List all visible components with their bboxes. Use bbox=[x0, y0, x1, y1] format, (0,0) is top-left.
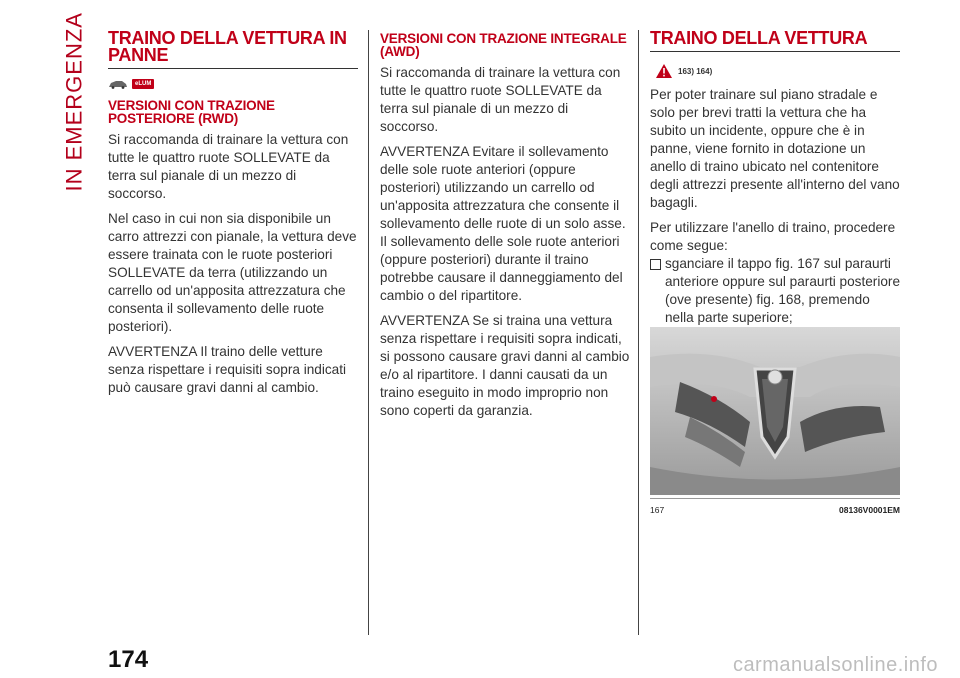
paragraph: AVVERTENZA Se si traina una vettura senza rispettare i requisiti sopra indicati, si possono causare gravi danni al cambio e/o al ripartitore. I danni causati da un traino eseguito in modo improprio non sono coperti da garanzia. bbox=[380, 313, 630, 418]
figure-caption bbox=[650, 498, 900, 515]
badge-row bbox=[108, 79, 358, 89]
paragraph: AVVERTENZA Evitare il sollevamento delle sole ruote anteriori (oppure posteriori) utilizzando un carrello od un'apposita attrezzatura che consente il sollevamento delle ruote di un solo asse. Il sollevamento delle sole ruote anteriori (oppure posteriori) durante il traino potrebbe causare il danneggiamento del cambio o del ripartitore. bbox=[380, 144, 626, 303]
car-icon bbox=[108, 80, 128, 89]
elum-badge: eLUM bbox=[132, 79, 154, 89]
column-3 bbox=[650, 30, 900, 327]
section-title-rwd: TRAINO DELLA VETTURA IN PANNE bbox=[108, 30, 358, 69]
section-side-title: IN EMERGENZA bbox=[61, 12, 87, 192]
column-divider bbox=[638, 30, 639, 635]
column-2 bbox=[380, 30, 630, 427]
car-front-illustration bbox=[650, 327, 900, 495]
column-1 bbox=[108, 30, 358, 404]
list-item bbox=[650, 255, 900, 327]
checkbox-bullet-icon bbox=[650, 259, 661, 270]
figure-code: 08136V0001EM bbox=[839, 505, 900, 515]
figure-front-bumper bbox=[650, 327, 900, 495]
paragraph: Si raccomanda di trainare la vettura con tutte le quattro ruote SOLLEVATE da terra sul pianale di un mezzo di soccorso. bbox=[380, 65, 621, 134]
paragraph: AVVERTENZA Il traino delle vetture senza rispettare i requisiti sopra indicati può causare gravi danni al cambio. bbox=[108, 344, 347, 395]
watermark: carmanualsonline.info bbox=[732, 654, 938, 676]
paragraph: Si raccomanda di trainare la vettura con tutte le quattro ruote SOLLEVATE da terra sul pianale di un mezzo di soccorso. bbox=[108, 132, 349, 201]
subtitle-rwd: VERSIONI CON TRAZIONE POSTERIORE (RWD) bbox=[108, 98, 275, 126]
paragraph: Per utilizzare l'anello di traino, procedere come segue: bbox=[650, 220, 896, 253]
paragraph: Nel caso in cui non sia disponibile un carro attrezzi con pianale, la vettura deve essere trainata con le ruote posteriori SOLLEVATE da terra (utilizzando un carrello od un'apposita attrezzatura che consenta il sollevamento delle ruote posteriori). bbox=[108, 211, 357, 334]
paragraph: Per poter trainare sul piano stradale e solo per brevi tratti la vettura che ha subito un incidente, oppure che è in panne, viene fornito in dotazione un anello di traino ubicato nel contenitore degli attrezzi presente all'interno del vano bagagli. bbox=[650, 87, 900, 210]
subtitle-awd: VERSIONI CON TRAZIONE INTEGRALE (AWD) bbox=[380, 31, 627, 59]
warning-row bbox=[656, 64, 900, 78]
figure-number: 167 bbox=[650, 505, 665, 515]
column-divider bbox=[368, 30, 369, 635]
warning-triangle-icon bbox=[656, 64, 672, 78]
page-number: 174 bbox=[108, 646, 149, 673]
bullet-text: sganciare il tappo fig. 167 sul paraurti anteriore oppure sul paraurti posteriore (ove presente) fig. 168, premendo nella parte superiore; bbox=[665, 256, 901, 325]
section-title-towing: TRAINO DELLA VETTURA bbox=[650, 30, 900, 52]
warning-refs: 163) 164) bbox=[678, 66, 713, 76]
